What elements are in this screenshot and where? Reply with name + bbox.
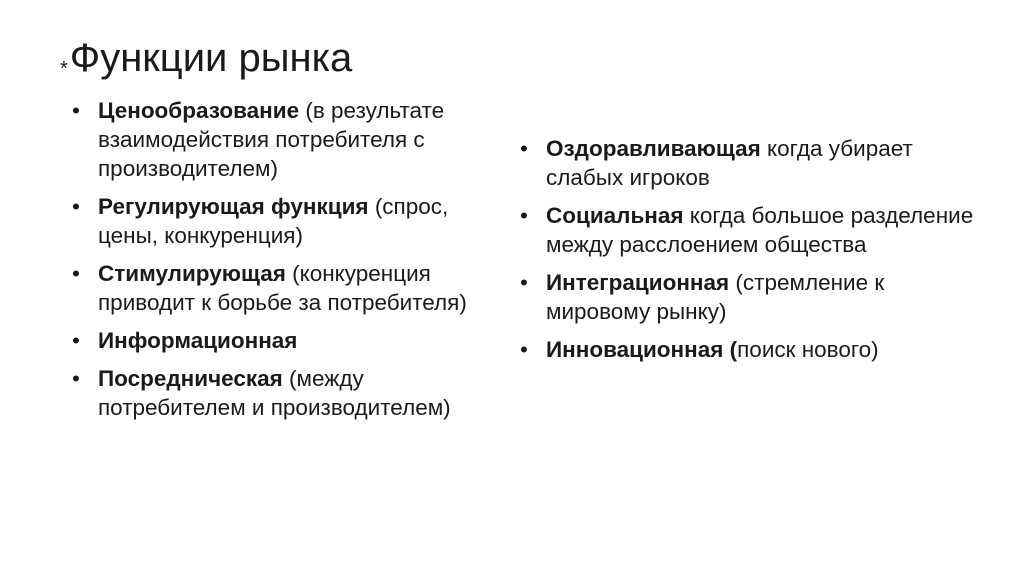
item-description: (стремление к мировому рынку) <box>546 270 885 324</box>
item-term: Оздоравливающая <box>546 136 761 161</box>
slide-title-text: Функции рынка <box>69 36 353 80</box>
bullet-icon: • <box>520 337 528 362</box>
item-term: Информационная <box>98 328 298 353</box>
list-item <box>72 364 502 422</box>
list-item <box>520 134 990 192</box>
left-bullet-list <box>72 96 502 431</box>
list-item <box>72 96 502 183</box>
item-description: когда большое разделение между расслоением общества <box>546 203 974 257</box>
item-term: Интеграционная <box>546 270 730 295</box>
item-description: поиск нового) <box>737 337 879 362</box>
bullet-icon: • <box>72 366 80 391</box>
item-term: Регулирующая функция <box>98 194 369 219</box>
list-item <box>520 201 990 259</box>
item-description: когда убирает слабых игроков <box>546 136 913 190</box>
item-term: Социальная <box>546 203 684 228</box>
bullet-icon: • <box>520 270 528 295</box>
list-item <box>520 335 990 364</box>
item-term: Ценообразование <box>98 98 300 123</box>
list-item <box>520 268 990 326</box>
item-description: (конкуренция приводит к борьбе за потребителя) <box>98 261 467 315</box>
bullet-icon: • <box>520 203 528 228</box>
bullet-icon: • <box>72 98 80 123</box>
bullet-icon: • <box>72 261 80 286</box>
list-item <box>72 326 502 355</box>
bullet-icon: • <box>72 328 80 353</box>
item-description: (спрос, цены, конкуренция) <box>98 194 449 248</box>
slide-title <box>60 32 352 95</box>
title-asterisk: * <box>60 58 68 80</box>
right-bullet-list <box>520 134 990 373</box>
bullet-icon: • <box>520 136 528 161</box>
item-description: (между потребителем и производителем) <box>98 366 451 420</box>
bullet-icon: • <box>72 194 80 219</box>
list-item <box>72 192 502 250</box>
list-item <box>72 259 502 317</box>
item-description: (в результате взаимодействия потребителя с производителем) <box>98 98 445 181</box>
item-term: Посредническая <box>98 366 283 391</box>
item-term: Инновационная ( <box>546 337 738 362</box>
item-term: Стимулирующая <box>98 261 286 286</box>
